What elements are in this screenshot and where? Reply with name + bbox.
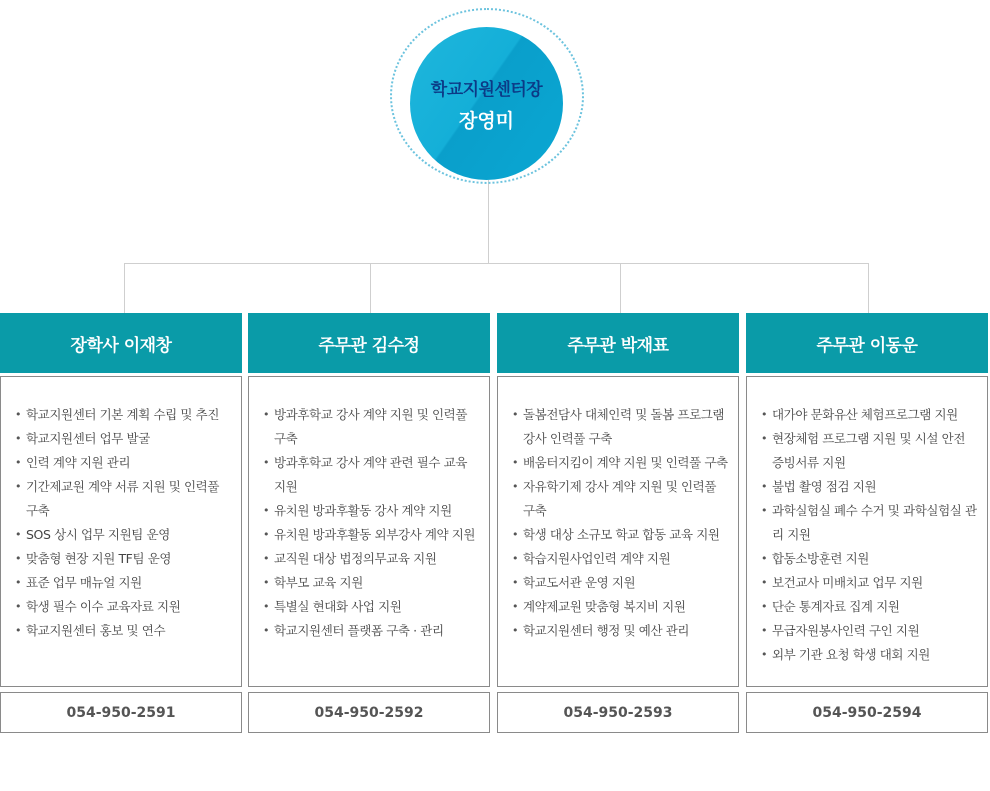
connector-vertical-main [488, 180, 489, 263]
duty-item: • SOS 상시 업무 지원팀 운영 [15, 523, 231, 547]
staff-header: 주무관 이동운 [746, 313, 988, 373]
duty-item: • 유치원 방과후활동 강사 계약 지원 [263, 499, 479, 523]
staff-column-4 [746, 313, 988, 733]
duty-box [0, 376, 242, 687]
duty-box [746, 376, 988, 687]
duty-item: • 방과후학교 강사 계약 지원 및 인력풀 구축 [263, 403, 479, 451]
duty-box [248, 376, 490, 687]
duty-item: • 현장체험 프로그램 지원 및 시설 안전 증빙서류 지원 [761, 427, 977, 475]
connector-drop-4 [868, 263, 869, 313]
connector-drop-3 [620, 263, 621, 313]
head-node [410, 27, 563, 180]
duty-box [497, 376, 739, 687]
duty-item: • 배움터지킴이 계약 지원 및 인력풀 구축 [512, 451, 728, 475]
duty-item: • 유치원 방과후활동 외부강사 계약 지원 [263, 523, 479, 547]
duty-item: • 대가야 문화유산 체험프로그램 지원 [761, 403, 977, 427]
duty-item: • 학교지원센터 행정 및 예산 관리 [512, 619, 728, 643]
staff-header: 주무관 김수정 [248, 313, 490, 373]
duty-item: • 학생 대상 소규모 학교 합동 교육 지원 [512, 523, 728, 547]
duty-item: • 인력 계약 지원 관리 [15, 451, 231, 475]
duty-item: • 학습지원사업인력 계약 지원 [512, 547, 728, 571]
phone-number: 054-950-2591 [0, 692, 242, 733]
duty-list [512, 403, 728, 643]
duty-item: • 학교지원센터 홍보 및 연수 [15, 619, 231, 643]
duty-item: • 합동소방훈련 지원 [761, 547, 977, 571]
connector-drop-1 [124, 263, 125, 313]
duty-item: • 자유학기제 강사 계약 지원 및 인력풀 구축 [512, 475, 728, 523]
staff-header: 장학사 이재창 [0, 313, 242, 373]
duty-list [15, 403, 231, 643]
duty-item: • 학생 필수 이수 교육자료 지원 [15, 595, 231, 619]
head-title: 학교지원센터장 [430, 79, 543, 100]
connector-horizontal [124, 263, 869, 264]
duty-item: • 기간제교원 계약 서류 지원 및 인력풀 구축 [15, 475, 231, 523]
duty-item: • 방과후학교 강사 계약 관련 필수 교육 지원 [263, 451, 479, 499]
duty-item: • 학교도서관 운영 지원 [512, 571, 728, 595]
duty-list [263, 403, 479, 643]
duty-item: • 불법 촬영 점검 지원 [761, 475, 977, 499]
duty-item: • 계약제교원 맞춤형 복지비 지원 [512, 595, 728, 619]
duty-item: • 맞춤형 현장 지원 TF팀 운영 [15, 547, 231, 571]
staff-header: 주무관 박재표 [497, 313, 739, 373]
connector-drop-2 [370, 263, 371, 313]
staff-column-3 [497, 313, 739, 733]
duty-item: • 표준 업무 매뉴얼 지원 [15, 571, 231, 595]
duty-list [761, 403, 977, 667]
phone-number: 054-950-2592 [248, 692, 490, 733]
duty-item: • 학교지원센터 플랫폼 구축 · 관리 [263, 619, 479, 643]
duty-item: • 보건교사 미배치교 업무 지원 [761, 571, 977, 595]
duty-item: • 학교지원센터 기본 계획 수립 및 추진 [15, 403, 231, 427]
duty-item: • 무급자원봉사인력 구인 지원 [761, 619, 977, 643]
head-name: 장영미 [458, 109, 515, 132]
duty-item: • 단순 통계자료 집계 지원 [761, 595, 977, 619]
duty-item: • 교직원 대상 법정의무교육 지원 [263, 547, 479, 571]
staff-column-1 [0, 313, 242, 733]
duty-item: • 학부모 교육 지원 [263, 571, 479, 595]
duty-item: • 외부 기관 요청 학생 대회 지원 [761, 643, 977, 667]
duty-item: • 돌봄전담사 대체인력 및 돌봄 프로그램 강사 인력풀 구축 [512, 403, 728, 451]
phone-number: 054-950-2593 [497, 692, 739, 733]
duty-item: • 특별실 현대화 사업 지원 [263, 595, 479, 619]
phone-number: 054-950-2594 [746, 692, 988, 733]
duty-item: • 학교지원센터 업무 발굴 [15, 427, 231, 451]
staff-column-2 [248, 313, 490, 733]
duty-item: • 과학실험실 폐수 수거 및 과학실험실 관리 지원 [761, 499, 977, 547]
